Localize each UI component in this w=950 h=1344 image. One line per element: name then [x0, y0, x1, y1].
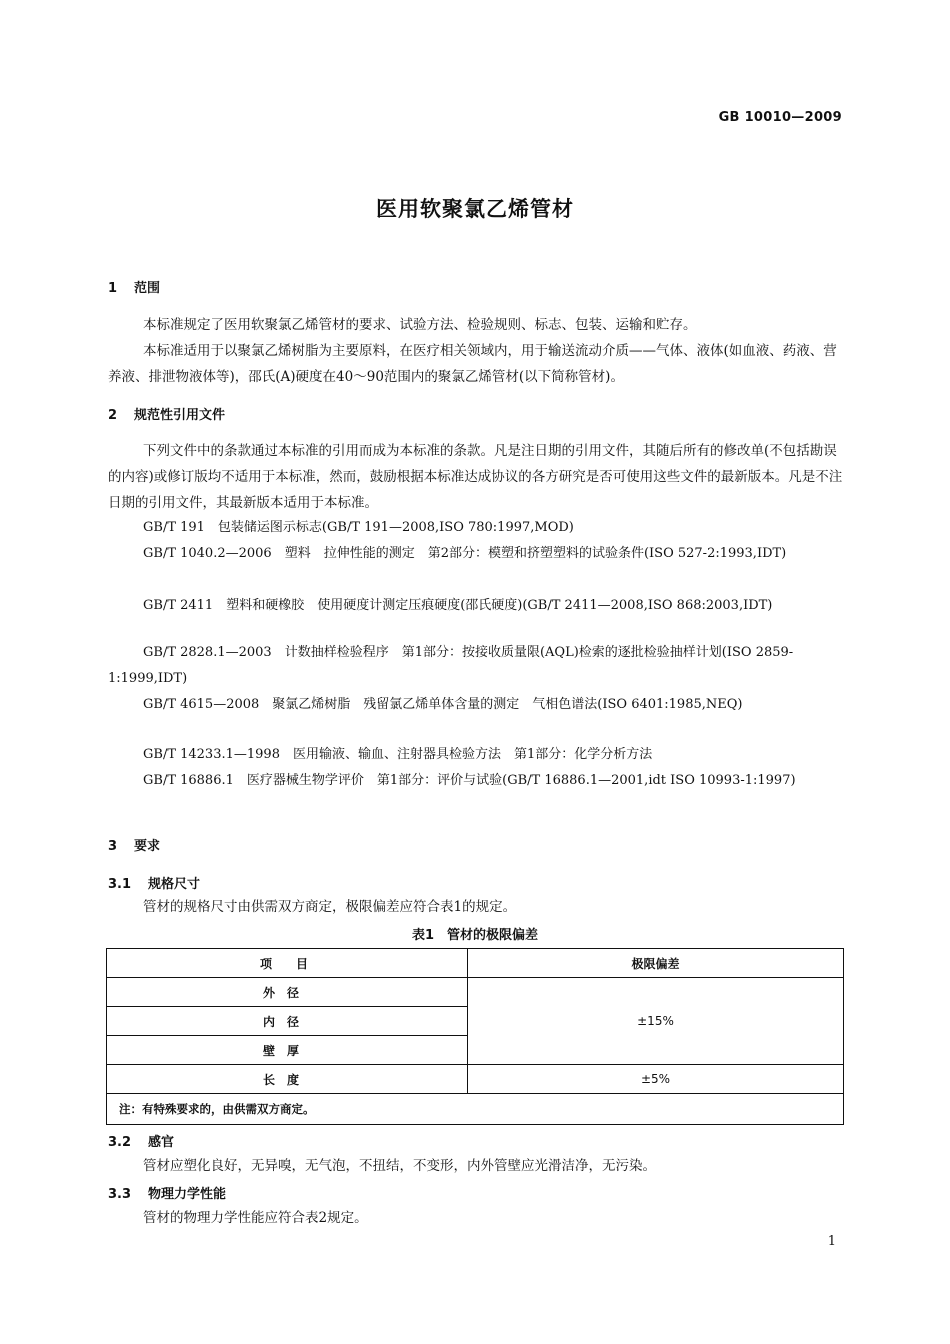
section-number: 2 [108, 408, 118, 423]
subsection-3-3-heading [108, 1183, 226, 1202]
section-title: 规范性引用文件 [134, 408, 226, 423]
section-2-heading [108, 404, 225, 423]
reference-item: GB/T 14233.1—1998 医用输液、输血、注射器具检验方法 第1部分：化学分析方法 [143, 747, 653, 762]
standard-code: GB 10010—2009 [718, 110, 842, 125]
table-1-caption: 表1 管材的极限偏差 [411, 928, 539, 943]
table-note: 注：有特殊要求的，由供需双方商定。 [107, 1094, 844, 1125]
section-title: 范围 [134, 281, 161, 296]
sensory-paragraph: 管材应塑化良好，无异嗅，无气泡，不扭结，不变形，内外管壁应光滑洁净，无污染。 [143, 1158, 656, 1174]
subsection-number: 3.3 [108, 1187, 132, 1202]
section-1-heading [108, 277, 160, 296]
table-note-row [107, 1094, 844, 1125]
scope-paragraph-2: 本标准适用于以聚氯乙烯树脂为主要原料，在医疗相关领域内，用于输送流动介质——气体、液体(如血液、药液、营养液、排泄物液体等)，邵氏(A)硬度在40～90范围内的聚氯乙烯管材(以下简称管材)。 [108, 343, 837, 385]
section-title: 要求 [134, 839, 161, 854]
subsection-number: 3.1 [108, 877, 132, 892]
section-number: 3 [108, 839, 118, 854]
item-wall-thickness: 壁厚 [107, 1036, 468, 1065]
deviation-dimensions: ±15% [468, 978, 844, 1065]
page-number: 1 [827, 1234, 836, 1249]
references-intro: 下列文件中的条款通过本标准的引用而成为本标准的条款。凡是注日期的引用文件，其随后所有的修改单(不包括勘误的内容)或修订版均不适用于本标准，然而，鼓励根据本标准达成协议的各方研究是否可使用这些文件的最新版本。凡是不注日期的引用文件，其最新版本适用于本标准。 [108, 443, 843, 511]
section-3-heading [108, 835, 160, 854]
item-outer-diameter: 外径 [107, 978, 468, 1007]
subsection-3-1-heading [108, 873, 200, 892]
dimensions-paragraph: 管材的规格尺寸由供需双方商定，极限偏差应符合表1的规定。 [143, 899, 517, 915]
subsection-number: 3.2 [108, 1135, 132, 1150]
section-number: 1 [108, 281, 118, 296]
table-header-row [107, 949, 844, 978]
reference-item: GB/T 4615—2008 聚氯乙烯树脂 残留氯乙烯单体含量的测定 气相色谱法(ISO 6401:1985,NEQ) [143, 697, 743, 712]
mechanical-paragraph: 管材的物理力学性能应符合表2规定。 [143, 1210, 368, 1226]
reference-item: GB/T 16886.1 医疗器械生物学评价 第1部分：评价与试验(GB/T 16886.1—2001,idt ISO 10993-1:1997) [143, 773, 796, 788]
header-item: 项 目 [107, 949, 468, 978]
table-row [107, 978, 844, 1007]
subsection-title: 规格尺寸 [148, 877, 201, 892]
table-row [107, 1065, 844, 1094]
reference-item: GB/T 1040.2—2006 塑料 拉伸性能的测定 第2部分：模塑和挤塑塑料的试验条件(ISO 527-2:1993,IDT) [143, 546, 787, 561]
subsection-title: 物理力学性能 [148, 1187, 227, 1202]
scope-paragraph-1: 本标准规定了医用软聚氯乙烯管材的要求、试验方法、检验规则、标志、包装、运输和贮存。 [143, 317, 697, 333]
document-title: 医用软聚氯乙烯管材 [376, 197, 574, 221]
reference-item: GB/T 2411 塑料和硬橡胶 使用硬度计测定压痕硬度(邵氏硬度)(GB/T 2411—2008,ISO 868:2003,IDT) [143, 598, 773, 613]
subsection-title: 感官 [148, 1135, 175, 1150]
reference-item: GB/T 2828.1—2003 计数抽样检验程序 第1部分：按接收质量限(AQL)检索的逐批检验抽样计划(ISO 2859-1:1999,IDT) [108, 645, 794, 686]
deviation-length: ±5% [468, 1065, 844, 1094]
item-inner-diameter: 内径 [107, 1007, 468, 1036]
header-deviation: 极限偏差 [468, 949, 844, 978]
item-length: 长度 [107, 1065, 468, 1094]
subsection-3-2-heading [108, 1131, 174, 1150]
reference-item: GB/T 191 包装储运图示标志(GB/T 191—2008,ISO 780:1997,MOD) [143, 520, 574, 535]
table-1 [106, 948, 844, 1125]
